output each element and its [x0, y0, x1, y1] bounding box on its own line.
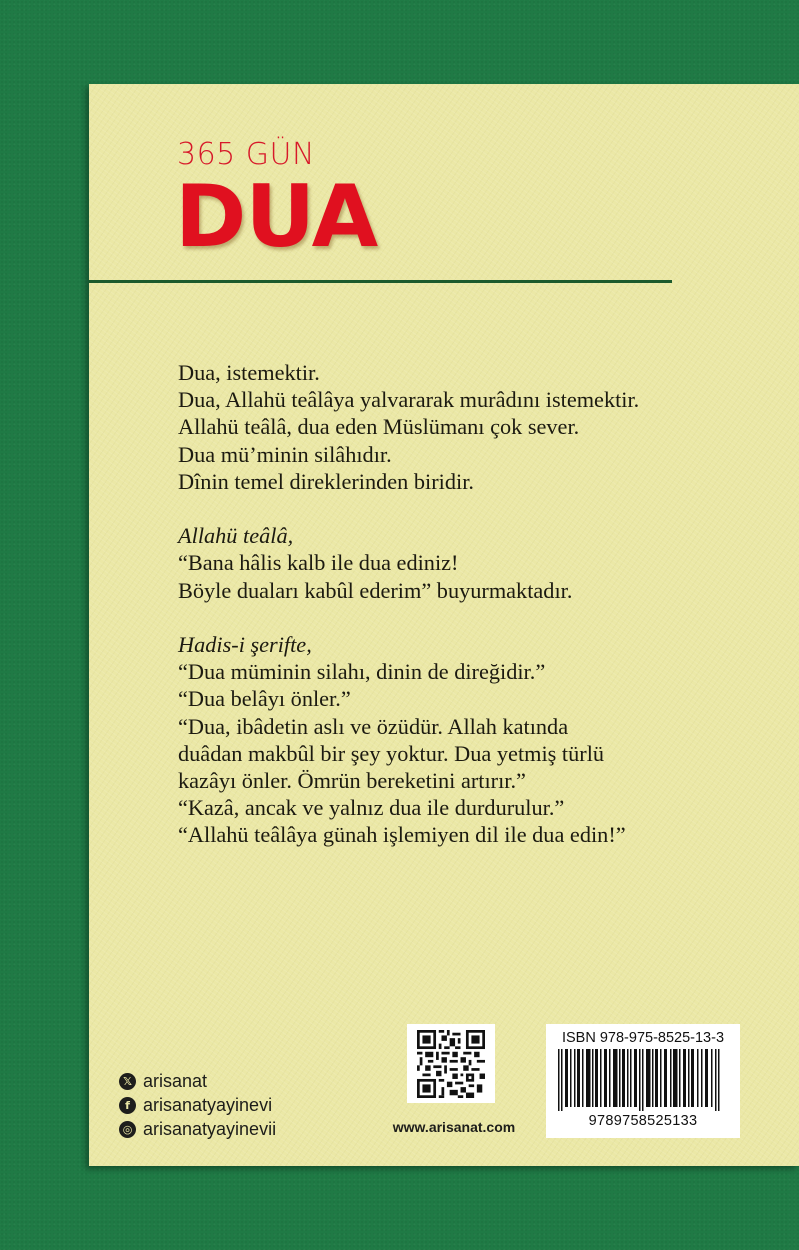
blurb-line: Dînin temel direklerinden biridir.: [178, 468, 474, 494]
book-subtitle: 365 GÜN: [177, 137, 315, 172]
website-link[interactable]: www.arisanat.com: [392, 1119, 516, 1135]
social-instagram[interactable]: [119, 1118, 276, 1140]
hadith-line: “Allahü teâlâya günah işlemiyen dil ile dua edin!”: [178, 822, 626, 848]
divider: [89, 280, 672, 283]
social-facebook[interactable]: [119, 1094, 276, 1116]
hadith-line: “Dua belâyı önler.”: [178, 686, 351, 712]
isbn-barcode: [546, 1024, 740, 1138]
barcode-icon: [558, 1049, 728, 1111]
blurb: [178, 359, 758, 849]
quote-heading: Allahü teâlâ,: [178, 523, 294, 549]
social-handle: arisanatyayinevi: [143, 1094, 273, 1115]
hadith-line: “Dua, ibâdetin aslı ve özüdür. Allah katında: [178, 713, 569, 739]
facebook-icon: f: [119, 1097, 136, 1114]
blurb-line: Dua mü’minin silâhıdır.: [178, 441, 392, 467]
social-handle: arisanat: [143, 1070, 208, 1091]
qr-code-icon: [417, 1030, 485, 1098]
isbn-label: ISBN 978-975-8525-13-3: [561, 1030, 725, 1046]
social-x[interactable]: [119, 1070, 276, 1092]
social-links: [119, 1070, 276, 1142]
ean-number: 9789758525133: [588, 1113, 698, 1129]
hadith-line: kazâyı önler. Ömrün bereketini artırır.”: [178, 768, 526, 794]
blurb-line: Allahü teâlâ, dua eden Müslümanı çok sever.: [178, 414, 580, 440]
hadith-line: “Dua müminin silahı, dinin de direğidir.”: [178, 659, 546, 685]
qr-code[interactable]: [407, 1024, 495, 1103]
social-handle: arisanatyayinevii: [143, 1118, 277, 1139]
cover-panel: [89, 84, 799, 1166]
quote-line: Böyle duaları kabûl ederim” buyurmaktadır.: [178, 577, 573, 603]
blurb-line: Dua, Allahü teâlâya yalvararak murâdını istemektir.: [178, 387, 640, 413]
x-icon: 𝕏: [119, 1073, 136, 1090]
book-title: DUA: [175, 167, 378, 267]
hadith-line: “Kazâ, ancak ve yalnız dua ile durdurulur.”: [178, 795, 565, 821]
hadith-line: duâdan makbûl bir şey yoktur. Dua yetmiş türlü: [178, 740, 605, 766]
instagram-icon: ◎: [119, 1121, 136, 1138]
blurb-line: Dua, istemektir.: [178, 360, 320, 385]
quote-line: “Bana hâlis kalb ile dua ediniz!: [178, 550, 459, 576]
hadith-heading: Hadis-i şerifte,: [178, 632, 312, 657]
